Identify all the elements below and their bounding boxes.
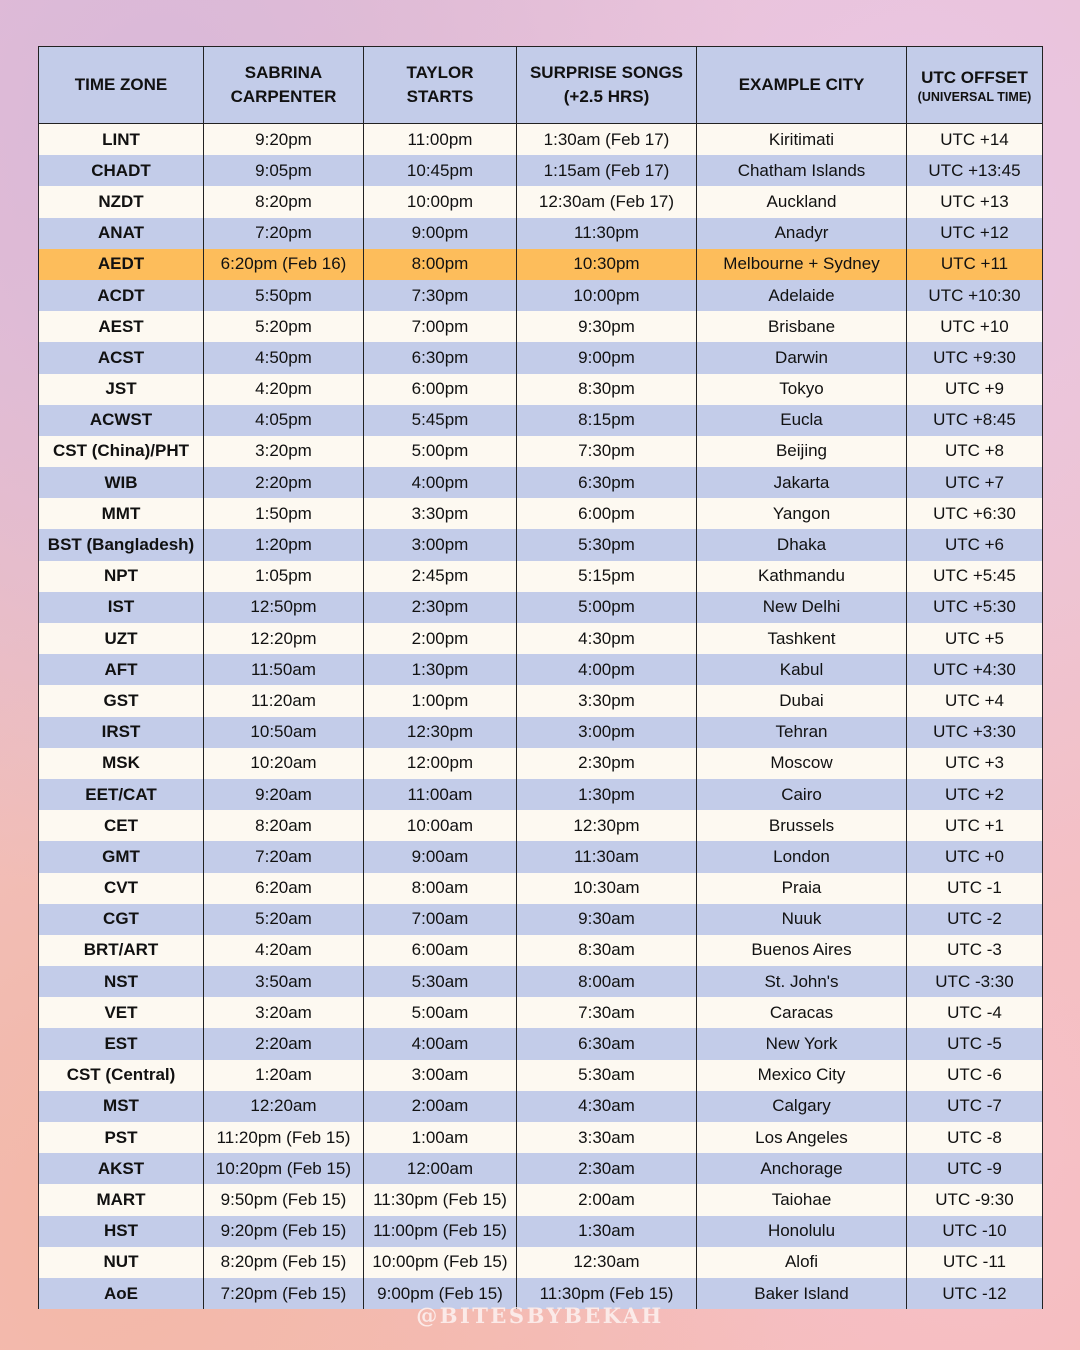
- cell-taylor: 11:00pm (Feb 15): [364, 1216, 517, 1247]
- cell-surprise: 2:30pm: [517, 748, 697, 779]
- cell-sabrina: 8:20am: [204, 810, 364, 841]
- cell-zone: CET: [39, 810, 204, 841]
- cell-utc: UTC +12: [907, 218, 1043, 249]
- cell-city: Nuuk: [697, 904, 907, 935]
- cell-city: Auckland: [697, 186, 907, 217]
- cell-sabrina: 7:20pm (Feb 15): [204, 1278, 364, 1309]
- cell-sabrina: 9:20pm: [204, 124, 364, 156]
- cell-sabrina: 10:50am: [204, 717, 364, 748]
- cell-city: St. John's: [697, 966, 907, 997]
- cell-sabrina: 5:50pm: [204, 280, 364, 311]
- cell-surprise: 11:30am: [517, 841, 697, 872]
- cell-city: Kathmandu: [697, 561, 907, 592]
- table-row: [39, 374, 1043, 405]
- cell-utc: UTC +8: [907, 436, 1043, 467]
- table-row: [39, 997, 1043, 1028]
- table-row: [39, 529, 1043, 560]
- cell-zone: NST: [39, 966, 204, 997]
- cell-zone: MART: [39, 1184, 204, 1215]
- cell-sabrina: 4:50pm: [204, 342, 364, 373]
- cell-zone: MST: [39, 1091, 204, 1122]
- table-row: [39, 592, 1043, 623]
- cell-surprise: 9:30am: [517, 904, 697, 935]
- cell-taylor: 2:30pm: [364, 592, 517, 623]
- cell-surprise: 3:30pm: [517, 685, 697, 716]
- cell-surprise: 7:30pm: [517, 436, 697, 467]
- table-header: [39, 47, 1043, 124]
- cell-zone: IST: [39, 592, 204, 623]
- table-row: [39, 1122, 1043, 1153]
- cell-sabrina: 4:05pm: [204, 405, 364, 436]
- table-row: [39, 342, 1043, 373]
- cell-sabrina: 6:20pm (Feb 16): [204, 249, 364, 280]
- table-row: [39, 779, 1043, 810]
- table-row: [39, 841, 1043, 872]
- cell-zone: NZDT: [39, 186, 204, 217]
- cell-city: London: [697, 841, 907, 872]
- cell-city: Jakarta: [697, 467, 907, 498]
- cell-city: Baker Island: [697, 1278, 907, 1309]
- cell-sabrina: 10:20am: [204, 748, 364, 779]
- cell-utc: UTC +3: [907, 748, 1043, 779]
- cell-sabrina: 8:20pm: [204, 186, 364, 217]
- cell-zone: MSK: [39, 748, 204, 779]
- cell-sabrina: 3:50am: [204, 966, 364, 997]
- cell-taylor: 7:30pm: [364, 280, 517, 311]
- cell-zone: BST (Bangladesh): [39, 529, 204, 560]
- cell-taylor: 5:00am: [364, 997, 517, 1028]
- cell-sabrina: 7:20pm: [204, 218, 364, 249]
- cell-city: Chatham Islands: [697, 155, 907, 186]
- table-row: [39, 1153, 1043, 1184]
- cell-zone: JST: [39, 374, 204, 405]
- cell-zone: EET/CAT: [39, 779, 204, 810]
- cell-surprise: 10:30pm: [517, 249, 697, 280]
- table-row: [39, 467, 1043, 498]
- cell-utc: UTC -2: [907, 904, 1043, 935]
- cell-zone: MMT: [39, 498, 204, 529]
- cell-sabrina: 11:20pm (Feb 15): [204, 1122, 364, 1153]
- cell-surprise: 9:30pm: [517, 311, 697, 342]
- cell-zone: AEDT: [39, 249, 204, 280]
- table-row: [39, 623, 1043, 654]
- cell-utc: UTC -11: [907, 1247, 1043, 1278]
- cell-zone: UZT: [39, 623, 204, 654]
- timezone-table: [38, 46, 1043, 1309]
- table-row: [39, 249, 1043, 280]
- cell-sabrina: 8:20pm (Feb 15): [204, 1247, 364, 1278]
- cell-city: Moscow: [697, 748, 907, 779]
- cell-utc: UTC +4: [907, 685, 1043, 716]
- cell-surprise: 10:00pm: [517, 280, 697, 311]
- cell-zone: CST (China)/PHT: [39, 436, 204, 467]
- cell-taylor: 11:00pm: [364, 124, 517, 156]
- cell-surprise: 11:30pm: [517, 218, 697, 249]
- cell-city: Kabul: [697, 654, 907, 685]
- header-surprise-songs: SURPRISE SONGS (+2.5 HRS): [517, 47, 697, 124]
- cell-sabrina: 9:50pm (Feb 15): [204, 1184, 364, 1215]
- table-row: [39, 966, 1043, 997]
- cell-surprise: 8:15pm: [517, 405, 697, 436]
- cell-city: New York: [697, 1028, 907, 1059]
- cell-sabrina: 1:50pm: [204, 498, 364, 529]
- cell-utc: UTC +10: [907, 311, 1043, 342]
- table-row: [39, 685, 1043, 716]
- cell-utc: UTC +3:30: [907, 717, 1043, 748]
- cell-surprise: 5:30am: [517, 1060, 697, 1091]
- cell-city: Tehran: [697, 717, 907, 748]
- cell-utc: UTC +2: [907, 779, 1043, 810]
- cell-surprise: 6:00pm: [517, 498, 697, 529]
- cell-sabrina: 1:20am: [204, 1060, 364, 1091]
- cell-utc: UTC +0: [907, 841, 1043, 872]
- cell-zone: NPT: [39, 561, 204, 592]
- cell-city: Buenos Aires: [697, 935, 907, 966]
- cell-zone: GST: [39, 685, 204, 716]
- cell-city: Anadyr: [697, 218, 907, 249]
- cell-city: Darwin: [697, 342, 907, 373]
- cell-sabrina: 6:20am: [204, 873, 364, 904]
- cell-zone: HST: [39, 1216, 204, 1247]
- cell-taylor: 7:00am: [364, 904, 517, 935]
- table-row: [39, 124, 1043, 156]
- cell-taylor: 5:30am: [364, 966, 517, 997]
- cell-surprise: 3:30am: [517, 1122, 697, 1153]
- cell-city: Calgary: [697, 1091, 907, 1122]
- table-body: [39, 124, 1043, 1310]
- table-row: [39, 186, 1043, 217]
- cell-city: Brussels: [697, 810, 907, 841]
- cell-zone: ACWST: [39, 405, 204, 436]
- cell-surprise: 4:30am: [517, 1091, 697, 1122]
- header-row: [39, 47, 1043, 124]
- header-example-city: EXAMPLE CITY: [697, 47, 907, 124]
- cell-taylor: 3:30pm: [364, 498, 517, 529]
- cell-city: Yangon: [697, 498, 907, 529]
- cell-sabrina: 12:20am: [204, 1091, 364, 1122]
- table-row: [39, 498, 1043, 529]
- cell-taylor: 1:00am: [364, 1122, 517, 1153]
- cell-utc: UTC -5: [907, 1028, 1043, 1059]
- header-utc-offset: UTC OFFSET (UNIVERSAL TIME): [907, 47, 1043, 124]
- header-time-zone: TIME ZONE: [39, 47, 204, 124]
- cell-utc: UTC -3:30: [907, 966, 1043, 997]
- cell-taylor: 3:00am: [364, 1060, 517, 1091]
- cell-city: Alofi: [697, 1247, 907, 1278]
- cell-sabrina: 10:20pm (Feb 15): [204, 1153, 364, 1184]
- table-row: [39, 1091, 1043, 1122]
- cell-taylor: 1:00pm: [364, 685, 517, 716]
- cell-surprise: 6:30am: [517, 1028, 697, 1059]
- cell-city: Tokyo: [697, 374, 907, 405]
- cell-taylor: 10:45pm: [364, 155, 517, 186]
- cell-city: Praia: [697, 873, 907, 904]
- cell-utc: UTC +10:30: [907, 280, 1043, 311]
- cell-utc: UTC -7: [907, 1091, 1043, 1122]
- table-row: [39, 748, 1043, 779]
- cell-surprise: 1:30am: [517, 1216, 697, 1247]
- cell-surprise: 2:00am: [517, 1184, 697, 1215]
- cell-surprise: 9:00pm: [517, 342, 697, 373]
- cell-sabrina: 3:20pm: [204, 436, 364, 467]
- cell-sabrina: 7:20am: [204, 841, 364, 872]
- table-row: [39, 1060, 1043, 1091]
- cell-sabrina: 1:20pm: [204, 529, 364, 560]
- cell-city: Melbourne + Sydney: [697, 249, 907, 280]
- cell-taylor: 4:00am: [364, 1028, 517, 1059]
- cell-surprise: 5:00pm: [517, 592, 697, 623]
- cell-city: Honolulu: [697, 1216, 907, 1247]
- cell-taylor: 6:30pm: [364, 342, 517, 373]
- table-row: [39, 155, 1043, 186]
- cell-utc: UTC -9: [907, 1153, 1043, 1184]
- cell-taylor: 12:30pm: [364, 717, 517, 748]
- cell-taylor: 12:00am: [364, 1153, 517, 1184]
- table-row: [39, 904, 1043, 935]
- cell-utc: UTC +4:30: [907, 654, 1043, 685]
- cell-taylor: 7:00pm: [364, 311, 517, 342]
- cell-city: Los Angeles: [697, 1122, 907, 1153]
- cell-zone: NUT: [39, 1247, 204, 1278]
- cell-zone: AFT: [39, 654, 204, 685]
- cell-city: Eucla: [697, 405, 907, 436]
- table-row: [39, 1028, 1043, 1059]
- cell-city: Cairo: [697, 779, 907, 810]
- cell-sabrina: 11:50am: [204, 654, 364, 685]
- cell-city: Dhaka: [697, 529, 907, 560]
- header-utc-offset-sub: (UNIVERSAL TIME): [917, 90, 1032, 104]
- cell-utc: UTC +5: [907, 623, 1043, 654]
- cell-utc: UTC -12: [907, 1278, 1043, 1309]
- cell-utc: UTC -4: [907, 997, 1043, 1028]
- cell-sabrina: 5:20pm: [204, 311, 364, 342]
- cell-sabrina: 9:05pm: [204, 155, 364, 186]
- cell-taylor: 11:00am: [364, 779, 517, 810]
- cell-surprise: 12:30am: [517, 1247, 697, 1278]
- cell-surprise: 2:30am: [517, 1153, 697, 1184]
- cell-zone: ACST: [39, 342, 204, 373]
- table-row: [39, 935, 1043, 966]
- cell-sabrina: 5:20am: [204, 904, 364, 935]
- cell-sabrina: 4:20pm: [204, 374, 364, 405]
- cell-taylor: 3:00pm: [364, 529, 517, 560]
- cell-utc: UTC -8: [907, 1122, 1043, 1153]
- cell-taylor: 10:00pm (Feb 15): [364, 1247, 517, 1278]
- cell-sabrina: 4:20am: [204, 935, 364, 966]
- cell-utc: UTC +7: [907, 467, 1043, 498]
- cell-taylor: 8:00am: [364, 873, 517, 904]
- table-row: [39, 436, 1043, 467]
- cell-surprise: 4:30pm: [517, 623, 697, 654]
- timezone-table-container: [38, 46, 1042, 1309]
- cell-zone: CST (Central): [39, 1060, 204, 1091]
- cell-zone: IRST: [39, 717, 204, 748]
- cell-utc: UTC +9:30: [907, 342, 1043, 373]
- cell-sabrina: 1:05pm: [204, 561, 364, 592]
- table-row: [39, 1184, 1043, 1215]
- cell-taylor: 6:00am: [364, 935, 517, 966]
- cell-zone: AEST: [39, 311, 204, 342]
- cell-taylor: 2:45pm: [364, 561, 517, 592]
- table-row: [39, 654, 1043, 685]
- cell-surprise: 1:30pm: [517, 779, 697, 810]
- header-sabrina-carpenter: SABRINA CARPENTER: [204, 47, 364, 124]
- cell-utc: UTC +13:45: [907, 155, 1043, 186]
- cell-city: Mexico City: [697, 1060, 907, 1091]
- cell-utc: UTC +8:45: [907, 405, 1043, 436]
- cell-surprise: 6:30pm: [517, 467, 697, 498]
- cell-taylor: 1:30pm: [364, 654, 517, 685]
- cell-utc: UTC -6: [907, 1060, 1043, 1091]
- cell-surprise: 8:30am: [517, 935, 697, 966]
- cell-surprise: 5:30pm: [517, 529, 697, 560]
- cell-sabrina: 2:20am: [204, 1028, 364, 1059]
- cell-city: Taiohae: [697, 1184, 907, 1215]
- cell-city: Beijing: [697, 436, 907, 467]
- cell-surprise: 10:30am: [517, 873, 697, 904]
- table-row: [39, 717, 1043, 748]
- cell-utc: UTC -1: [907, 873, 1043, 904]
- cell-city: Adelaide: [697, 280, 907, 311]
- cell-zone: CVT: [39, 873, 204, 904]
- cell-utc: UTC +11: [907, 249, 1043, 280]
- table-row: [39, 810, 1043, 841]
- cell-city: Kiritimati: [697, 124, 907, 156]
- cell-surprise: 7:30am: [517, 997, 697, 1028]
- header-taylor-starts: TAYLOR STARTS: [364, 47, 517, 124]
- cell-taylor: 8:00pm: [364, 249, 517, 280]
- cell-utc: UTC -10: [907, 1216, 1043, 1247]
- watermark: @BITESBYBEKAH: [416, 1303, 664, 1328]
- cell-zone: AoE: [39, 1278, 204, 1309]
- table-row: [39, 405, 1043, 436]
- table-row: [39, 280, 1043, 311]
- cell-zone: WIB: [39, 467, 204, 498]
- cell-zone: LINT: [39, 124, 204, 156]
- cell-sabrina: 3:20am: [204, 997, 364, 1028]
- cell-surprise: 3:00pm: [517, 717, 697, 748]
- cell-taylor: 4:00pm: [364, 467, 517, 498]
- cell-surprise: 1:15am (Feb 17): [517, 155, 697, 186]
- cell-zone: AKST: [39, 1153, 204, 1184]
- cell-sabrina: 9:20am: [204, 779, 364, 810]
- table-row: [39, 1216, 1043, 1247]
- table-row: [39, 561, 1043, 592]
- cell-zone: PST: [39, 1122, 204, 1153]
- cell-city: Caracas: [697, 997, 907, 1028]
- cell-surprise: 12:30pm: [517, 810, 697, 841]
- cell-zone: CHADT: [39, 155, 204, 186]
- cell-sabrina: 11:20am: [204, 685, 364, 716]
- cell-utc: UTC +5:30: [907, 592, 1043, 623]
- cell-sabrina: 12:20pm: [204, 623, 364, 654]
- cell-taylor: 2:00pm: [364, 623, 517, 654]
- cell-utc: UTC +6: [907, 529, 1043, 560]
- cell-surprise: 5:15pm: [517, 561, 697, 592]
- cell-surprise: 11:30pm (Feb 15): [517, 1278, 697, 1309]
- cell-taylor: 2:00am: [364, 1091, 517, 1122]
- cell-sabrina: 2:20pm: [204, 467, 364, 498]
- cell-taylor: 6:00pm: [364, 374, 517, 405]
- cell-city: Dubai: [697, 685, 907, 716]
- cell-city: Anchorage: [697, 1153, 907, 1184]
- cell-surprise: 1:30am (Feb 17): [517, 124, 697, 156]
- cell-utc: UTC +1: [907, 810, 1043, 841]
- cell-taylor: 9:00am: [364, 841, 517, 872]
- cell-utc: UTC -9:30: [907, 1184, 1043, 1215]
- cell-taylor: 11:30pm (Feb 15): [364, 1184, 517, 1215]
- cell-zone: BRT/ART: [39, 935, 204, 966]
- cell-utc: UTC +13: [907, 186, 1043, 217]
- cell-taylor: 9:00pm: [364, 218, 517, 249]
- cell-taylor: 9:00pm (Feb 15): [364, 1278, 517, 1309]
- cell-utc: UTC +5:45: [907, 561, 1043, 592]
- cell-zone: EST: [39, 1028, 204, 1059]
- cell-zone: ANAT: [39, 218, 204, 249]
- cell-taylor: 10:00am: [364, 810, 517, 841]
- cell-surprise: 8:30pm: [517, 374, 697, 405]
- table-row: [39, 218, 1043, 249]
- table-row: [39, 1247, 1043, 1278]
- cell-city: Tashkent: [697, 623, 907, 654]
- cell-taylor: 10:00pm: [364, 186, 517, 217]
- table-row: [39, 873, 1043, 904]
- cell-sabrina: 12:50pm: [204, 592, 364, 623]
- table-row: [39, 311, 1043, 342]
- cell-city: New Delhi: [697, 592, 907, 623]
- cell-zone: CGT: [39, 904, 204, 935]
- cell-city: Brisbane: [697, 311, 907, 342]
- cell-zone: ACDT: [39, 280, 204, 311]
- cell-sabrina: 9:20pm (Feb 15): [204, 1216, 364, 1247]
- cell-utc: UTC +9: [907, 374, 1043, 405]
- cell-utc: UTC -3: [907, 935, 1043, 966]
- cell-taylor: 12:00pm: [364, 748, 517, 779]
- cell-taylor: 5:00pm: [364, 436, 517, 467]
- cell-surprise: 12:30am (Feb 17): [517, 186, 697, 217]
- cell-zone: VET: [39, 997, 204, 1028]
- cell-surprise: 4:00pm: [517, 654, 697, 685]
- cell-taylor: 5:45pm: [364, 405, 517, 436]
- cell-utc: UTC +14: [907, 124, 1043, 156]
- cell-utc: UTC +6:30: [907, 498, 1043, 529]
- cell-surprise: 8:00am: [517, 966, 697, 997]
- cell-zone: GMT: [39, 841, 204, 872]
